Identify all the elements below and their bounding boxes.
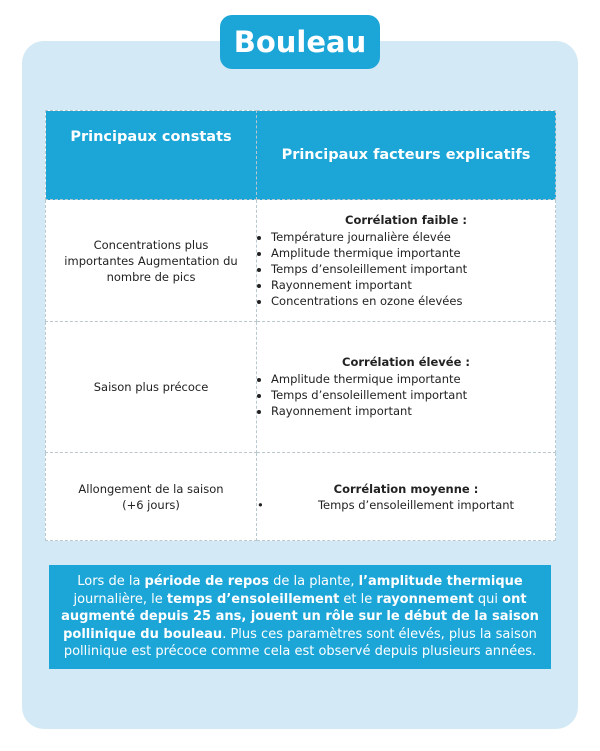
constat-cell [46,200,257,322]
summary-part: et le [339,591,377,607]
summary-bold: ont augmenté depuis 25 ans, jouent un rôle sur le début de la saison pollinique du bouleau [61,591,539,642]
summary-part: qui [473,591,503,607]
summary-part: Lors de la [77,574,145,590]
list-item: • Rayonnement important [271,277,555,293]
correlation-label: Corrélation moyenne : [333,481,479,496]
table-header-row [46,111,556,200]
constat-text: Allongement de la saison (+6 jours) [78,481,224,512]
correlation-label: Corrélation élevée : [342,355,470,369]
summary-part: . Plus ces paramètres sont élevés, plus la saison pollinique est précoce comme cela est observé depuis plusieurs années. [63,626,537,660]
bullet-icon: • [257,497,264,512]
header-constats: Principaux constats [46,111,257,200]
correlation-label: Corrélation faible : [345,212,467,227]
list-item: • Temps d’ensoleillement important [271,261,555,277]
list-item: • Amplitude thermique importante [271,371,555,387]
list-item: • Rayonnement important [271,403,555,419]
list-item: • Température journalière élevée [271,229,555,245]
table-row [46,453,556,541]
table-row [46,322,556,453]
summary-box [49,565,551,669]
summary-text [59,573,541,661]
page-title: Bouleau [220,15,380,69]
constat-text: Saison plus précoce [93,380,209,394]
constat-text: Concentrations plus importantes Augmentation du nombre de pics [64,237,238,284]
factor-list [257,498,555,512]
table-row [46,200,556,322]
summary-bold: temps d’ensoleillement [166,591,340,607]
constat-cell [46,453,257,541]
factor-list [257,229,555,309]
constat-cell [46,322,257,453]
factors-cell [257,322,556,453]
list-item: • Temps d’ensoleillement important [271,387,555,403]
list-item: • Amplitude thermique importante [271,245,555,261]
factor-list [257,371,555,419]
factors-cell [257,200,556,322]
header-facteurs: Principaux facteurs explicatifs [257,111,556,200]
list-item: • Concentrations en ozone élevées [271,293,555,309]
summary-bold: rayonnement [376,591,474,607]
summary-part: journalière, le [73,591,167,607]
summary-bold: période de repos [144,574,269,590]
summary-part: de la plante, [268,574,359,590]
findings-table [45,110,556,541]
factors-cell [257,453,556,541]
summary-bold: l’amplitude thermique [358,574,523,590]
list-item: Temps d’ensoleillement important [317,497,515,512]
